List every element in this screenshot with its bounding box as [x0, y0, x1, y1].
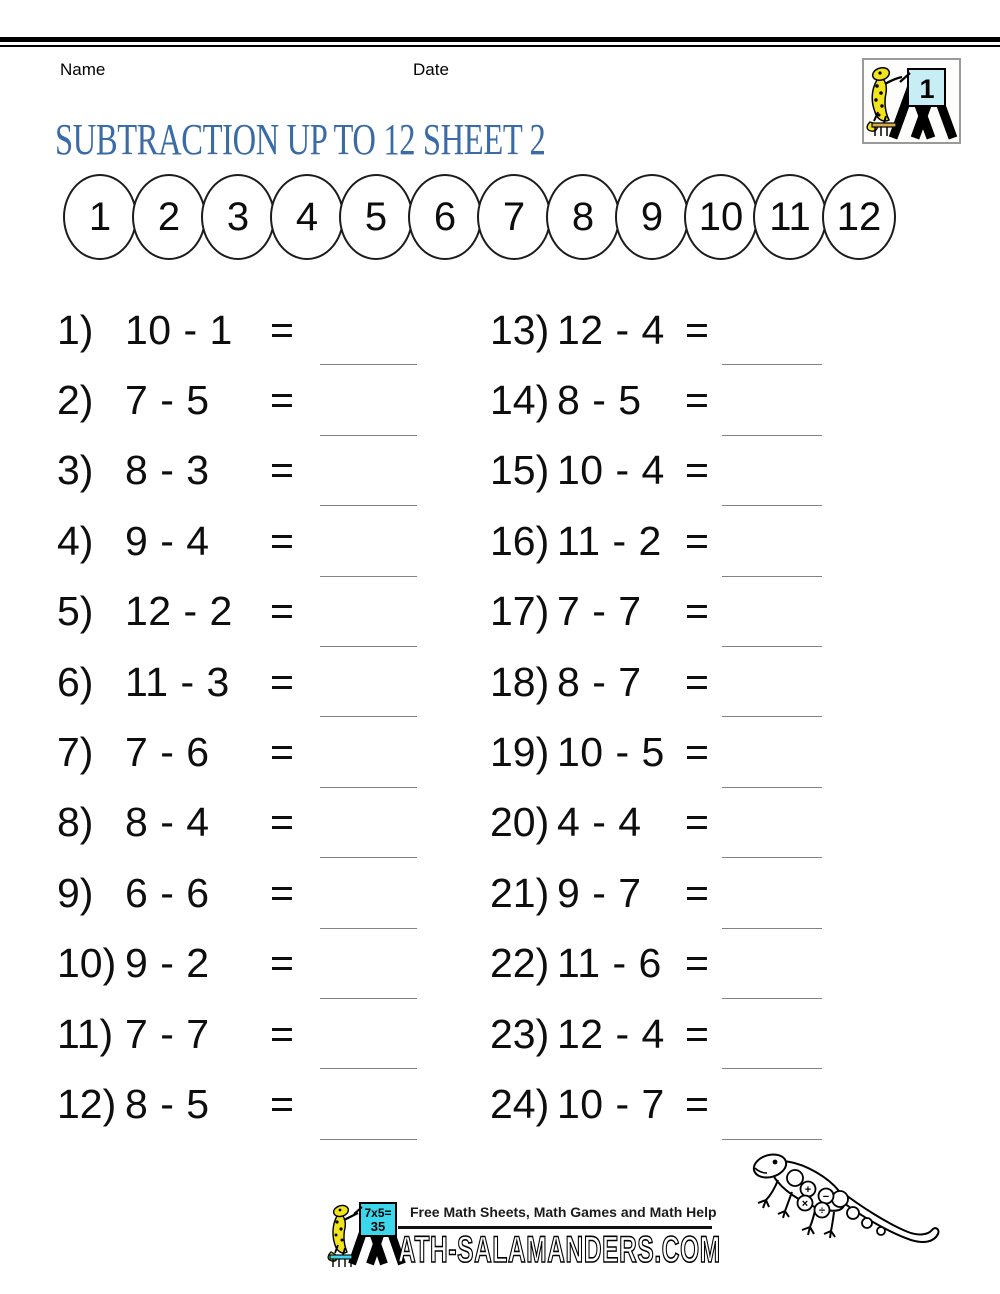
problem-number: 6)	[57, 658, 94, 705]
problem-expression: 8 - 3	[125, 447, 210, 494]
problem-number: 3)	[57, 447, 94, 494]
problem-number: 22)	[490, 940, 550, 987]
equals-sign: =	[685, 658, 709, 705]
top-border-thin	[0, 45, 1000, 47]
problem-number: 19)	[490, 729, 550, 776]
problem-expression: 8 - 5	[125, 1080, 210, 1127]
equals-sign: =	[685, 1080, 709, 1127]
problem-expression: 8 - 4	[125, 799, 210, 846]
problem-number: 20)	[490, 799, 550, 846]
problem-number: 23)	[490, 1010, 550, 1057]
equals-sign: =	[685, 517, 709, 564]
number-circle: 7	[477, 174, 551, 260]
problem-expression: 7 - 6	[125, 729, 210, 776]
salamander-easel-icon	[864, 60, 959, 142]
equals-sign: =	[270, 517, 294, 564]
problem-expression: 9 - 2	[125, 940, 210, 987]
equals-sign: =	[685, 1010, 709, 1057]
problem-row	[57, 436, 487, 506]
problem-number: 15)	[490, 447, 550, 494]
equals-sign: =	[685, 799, 709, 846]
problem-number: 14)	[490, 377, 550, 424]
problem-row	[490, 788, 850, 858]
equals-sign: =	[685, 447, 709, 494]
problem-row	[57, 577, 487, 647]
problem-row	[57, 506, 487, 576]
minus-icon: −	[822, 1191, 830, 1203]
gecko-illustration	[748, 1150, 963, 1273]
equals-sign: =	[270, 447, 294, 494]
equals-sign: =	[270, 588, 294, 635]
problem-row	[490, 577, 850, 647]
problem-row	[490, 717, 850, 787]
equals-sign: =	[270, 1080, 294, 1127]
equals-sign: =	[270, 1010, 294, 1057]
problem-number: 7)	[57, 729, 94, 776]
problem-number: 21)	[490, 869, 550, 916]
problem-number: 16)	[490, 517, 550, 564]
number-track	[63, 174, 891, 260]
number-circle: 2	[132, 174, 206, 260]
problem-expression: 7 - 5	[125, 377, 210, 424]
equals-sign: =	[685, 377, 709, 424]
number-circle: 1	[63, 174, 137, 260]
problem-expression: 8 - 7	[557, 658, 642, 705]
answer-blank[interactable]	[722, 1139, 822, 1140]
name-label: Name	[60, 60, 106, 79]
problem-expression: 10 - 7	[557, 1080, 665, 1127]
equals-sign: =	[270, 799, 294, 846]
footer-tagline: Free Math Sheets, Math Games and Math Help	[410, 1204, 717, 1220]
gecko-eye	[773, 1160, 778, 1165]
problem-number: 18)	[490, 658, 550, 705]
equals-sign: =	[270, 940, 294, 987]
number-circle: 9	[615, 174, 689, 260]
problem-row	[490, 436, 850, 506]
number-circle: 3	[201, 174, 275, 260]
problem-number: 13)	[490, 306, 550, 353]
equals-sign: =	[270, 306, 294, 353]
number-circle: 10	[684, 174, 758, 260]
problem-expression: 4 - 4	[557, 799, 642, 846]
equals-sign: =	[685, 306, 709, 353]
problems-column-left	[57, 295, 487, 1140]
problem-row	[57, 717, 487, 787]
problem-number: 2)	[57, 377, 94, 424]
board-answer: 35	[370, 1219, 386, 1234]
problem-number: 17)	[490, 588, 550, 635]
number-circle: 4	[270, 174, 344, 260]
equals-sign: =	[270, 377, 294, 424]
problem-number: 4)	[57, 517, 94, 564]
problem-row	[57, 858, 487, 928]
times-icon: ×	[801, 1198, 809, 1210]
stool-icon	[330, 1255, 352, 1267]
spotted-salamander-icon	[748, 1150, 963, 1268]
divide-icon: ÷	[818, 1205, 826, 1217]
equals-sign: =	[685, 940, 709, 987]
problem-expression: 9 - 4	[125, 517, 210, 564]
problem-expression: 11 - 6	[557, 940, 662, 987]
problem-number: 12)	[57, 1080, 117, 1127]
math-salamanders-badge	[862, 58, 961, 144]
top-border-thick	[0, 37, 1000, 42]
problem-expression: 10 - 4	[557, 447, 665, 494]
problem-number: 8)	[57, 799, 94, 846]
stool-icon	[872, 123, 896, 136]
problem-expression: 7 - 7	[557, 588, 642, 635]
problem-row	[57, 1069, 487, 1139]
problem-row	[490, 365, 850, 435]
problem-number: 1)	[57, 306, 94, 353]
problem-expression: 8 - 5	[557, 377, 642, 424]
problem-expression: 12 - 4	[557, 306, 665, 353]
problem-number: 24)	[490, 1080, 550, 1127]
problem-row	[57, 647, 487, 717]
equals-sign: =	[270, 729, 294, 776]
problem-row	[490, 506, 850, 576]
problem-row	[57, 929, 487, 999]
equals-sign: =	[685, 869, 709, 916]
problem-row	[490, 858, 850, 928]
badge-number: 1	[919, 74, 935, 104]
equals-sign: =	[270, 869, 294, 916]
problem-expression: 12 - 2	[125, 588, 233, 635]
problem-expression: 11 - 2	[557, 517, 662, 564]
problem-expression: 7 - 7	[125, 1010, 210, 1057]
problem-expression: 12 - 4	[557, 1010, 665, 1057]
number-circle: 12	[822, 174, 896, 260]
problem-number: 11)	[57, 1010, 114, 1057]
page-title: SUBTRACTION UP TO 12 SHEET 2	[55, 115, 546, 164]
problem-number: 10)	[57, 940, 117, 987]
problem-expression: 9 - 7	[557, 869, 642, 916]
answer-blank[interactable]	[320, 1139, 417, 1140]
problem-row	[490, 295, 850, 365]
equals-sign: =	[685, 729, 709, 776]
problem-row	[490, 929, 850, 999]
problem-row	[57, 999, 487, 1069]
problem-row	[57, 788, 487, 858]
problem-row	[490, 999, 850, 1069]
problem-number: 5)	[57, 588, 94, 635]
equals-sign: =	[685, 588, 709, 635]
equals-sign: =	[270, 658, 294, 705]
problem-row	[57, 365, 487, 435]
problem-row	[57, 295, 487, 365]
problem-row	[490, 647, 850, 717]
problem-expression: 11 - 3	[125, 658, 230, 705]
number-circle: 11	[753, 174, 827, 260]
number-circle: 6	[408, 174, 482, 260]
number-circle: 5	[339, 174, 413, 260]
brand-wordmark: ATH-SALAMANDERS.COM	[398, 1229, 721, 1270]
problem-expression: 10 - 5	[557, 729, 665, 776]
number-circle: 8	[546, 174, 620, 260]
problem-row	[490, 1069, 850, 1139]
date-label: Date	[413, 60, 449, 79]
board-equation: 7x5=	[364, 1206, 392, 1220]
problem-number: 9)	[57, 869, 94, 916]
problem-expression: 6 - 6	[125, 869, 210, 916]
plus-icon: +	[804, 1184, 812, 1196]
problem-expression: 10 - 1	[125, 306, 233, 353]
problems-column-right	[490, 295, 850, 1140]
